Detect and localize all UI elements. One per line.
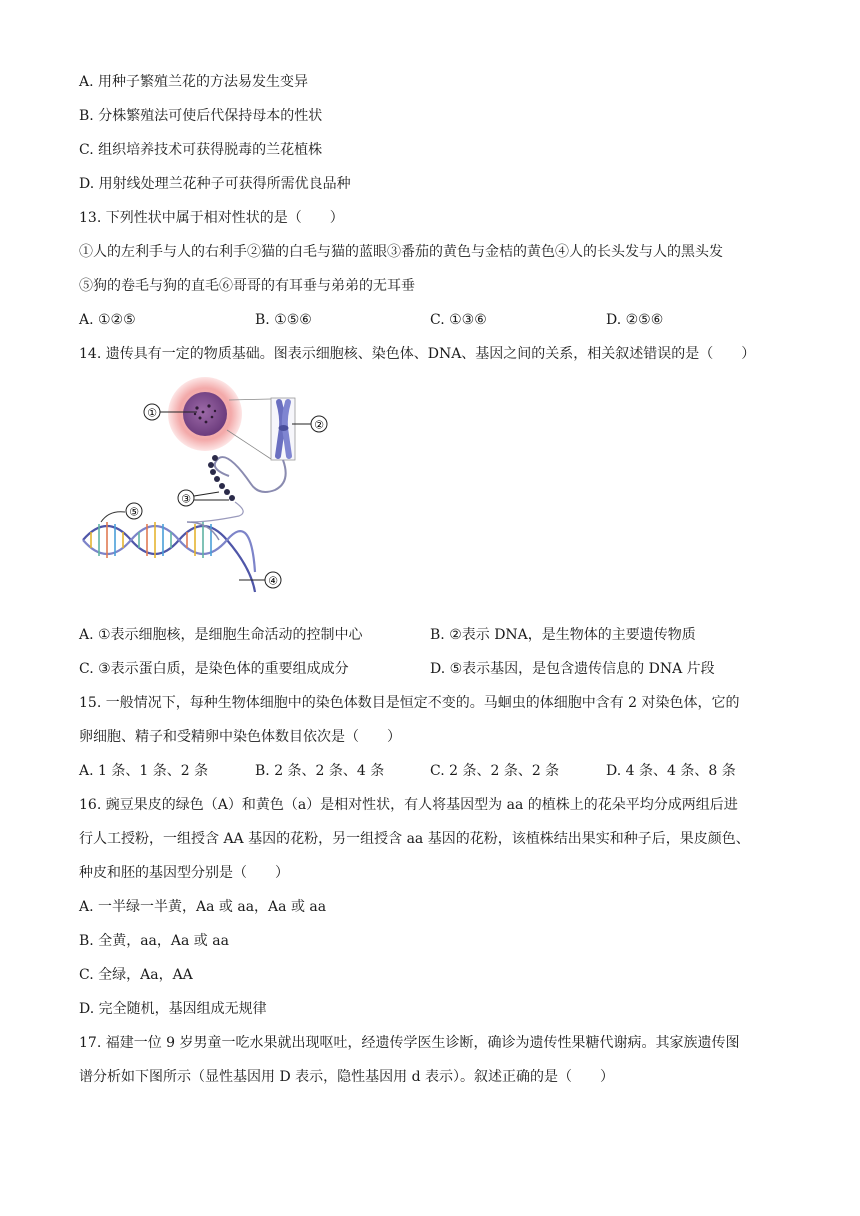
chromatin-fiber <box>215 457 286 492</box>
q15-stem-line-2: 卵细胞、精子和受精卵中染色体数目依次是（ ） <box>79 729 401 745</box>
q14-options-row-2 <box>79 659 799 679</box>
q12-option-d: D. 用射线处理兰花种子可获得所需优良品种 <box>79 176 351 192</box>
q13-option-d: D. ②⑤⑥ <box>606 312 664 328</box>
zoom-line-bottom <box>227 430 271 459</box>
q13-items-line-1: ①人的左利手与人的右利手②猫的白毛与猫的蓝眼③番茄的黄色与金桔的黄色④人的长头发与人的黑头发 <box>79 244 723 260</box>
q17-stem-line-2: 谱分析如下图所示（显性基因用 D 表示，隐性基因用 d 表示）。叙述正确的是（ ） <box>79 1069 614 1085</box>
q17-stem-line-1: 17. 福建一位 9 岁男童一吃水果就出现呕吐，经遗传学医生诊断，确诊为遗传性果糖代谢病。其家族遗传图 <box>79 1035 740 1051</box>
q13-option-a: A. ①②⑤ <box>79 312 136 328</box>
figure-label-4: ④ <box>268 574 278 588</box>
q16-stem-line-1: 16. 豌豆果皮的绿色（A）和黄色（a）是相对性状，有人将基因型为 aa 的植株上的花朵平均分成两组后进 <box>79 797 738 813</box>
q12-option-b: B. 分株繁殖法可使后代保持母本的性状 <box>79 108 323 124</box>
q16-option-c: C. 全绿，Aa，AA <box>79 967 193 983</box>
pointer-5 <box>101 512 125 522</box>
q16-stem-line-3: 种皮和胚的基因型分别是（ ） <box>79 865 289 881</box>
q14-options-row-1 <box>79 625 799 645</box>
q13-stem: 13. 下列性状中属于相对性状的是（ ） <box>79 210 344 226</box>
q12-option-a: A. 用种子繁殖兰花的方法易发生变异 <box>79 74 309 90</box>
centromere <box>279 425 289 431</box>
dna-thread <box>191 502 243 522</box>
figure-label-1: ① <box>147 406 157 420</box>
q15-stem-line-1: 15. 一般情况下，每种生物体细胞中的染色体数目是恒定不变的。马蛔虫的体细胞中含有 2 对染色体，它的 <box>79 695 740 711</box>
q14-stem: 14. 遗传具有一定的物质基础。图表示细胞核、染色体、DNA、基因之间的关系，相关叙述错误的是（ ） <box>79 346 756 362</box>
figure-illustration <box>79 372 334 612</box>
q15-option-c: C. 2 条、2 条、2 条 <box>430 763 560 779</box>
q13-options-row <box>79 310 799 330</box>
pointer-3a <box>194 492 219 496</box>
q16-option-a: A. 一半绿一半黄，Aa 或 aa，Aa 或 aa <box>79 899 327 915</box>
q14-option-c: C. ③表示蛋白质，是染色体的重要组成成分 <box>79 661 349 677</box>
nucleus-shape <box>183 392 227 436</box>
q14-option-a: A. ①表示细胞核，是细胞生命活动的控制中心 <box>79 627 363 643</box>
q13-option-c: C. ①③⑥ <box>430 312 487 328</box>
cell-chromosome-dna-figure <box>79 372 334 612</box>
figure-label-5: ⑤ <box>129 505 139 519</box>
q13-items-line-2: ⑤狗的卷毛与狗的直毛⑥哥哥的有耳垂与弟弟的无耳垂 <box>79 278 415 294</box>
q14-option-d: D. ⑤表示基因，是包含遗传信息的 DNA 片段 <box>430 661 715 677</box>
q13-option-b: B. ①⑤⑥ <box>255 312 312 328</box>
figure-label-2: ② <box>314 418 324 432</box>
figure-label-3: ③ <box>181 492 191 506</box>
q15-option-a: A. 1 条、1 条、2 条 <box>79 763 209 779</box>
helix-strand-a <box>83 526 255 592</box>
q15-options-row <box>79 761 799 781</box>
q12-option-c: C. 组织培养技术可获得脱毒的兰花植株 <box>79 142 323 158</box>
q16-option-b: B. 全黄，aa，Aa 或 aa <box>79 933 229 949</box>
q15-option-b: B. 2 条、2 条、4 条 <box>255 763 385 779</box>
q16-option-d: D. 完全随机，基因组成无规律 <box>79 1001 267 1017</box>
q16-stem-line-2: 行人工授粉，一组授含 AA 基因的花粉，另一组授含 aa 基因的花粉，该植株结出果实和种子后，果皮颜色、 <box>79 831 750 847</box>
q14-option-b: B. ②表示 DNA，是生物体的主要遗传物质 <box>430 627 696 643</box>
nucleosome-beads <box>208 455 235 501</box>
q15-option-d: D. 4 条、4 条、8 条 <box>606 763 736 779</box>
